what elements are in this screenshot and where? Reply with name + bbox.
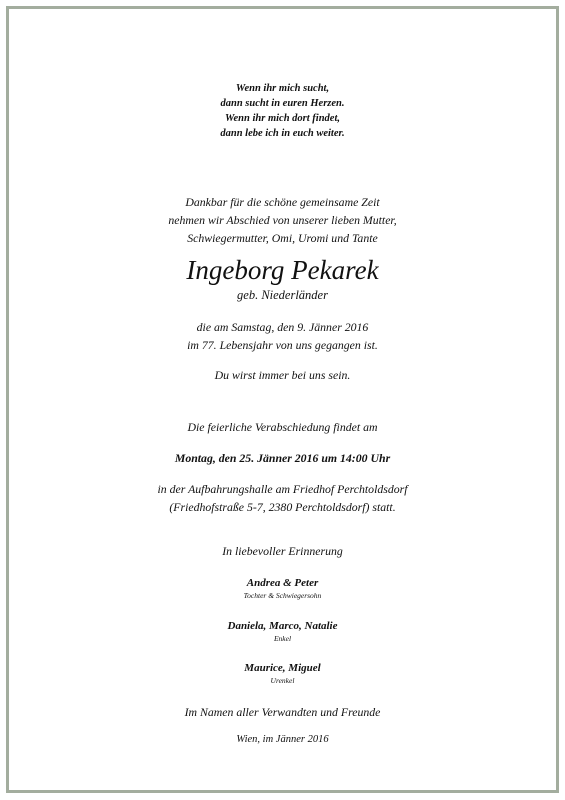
poem-line: dann sucht in euren Herzen.	[220, 98, 345, 109]
location-line: in der Aufbahrungshalle am Friedhof Perchtoldsdorf	[157, 482, 408, 496]
mourner-relation: Tochter & Schwiegersohn	[243, 591, 322, 600]
poem-line: Wenn ihr mich dort findet,	[224, 113, 341, 124]
ceremony-date: Montag, den 25. Jänner 2016 um 14:00 Uhr	[174, 451, 391, 465]
intro-text	[0, 193, 565, 247]
poem	[0, 81, 565, 141]
death-info	[0, 318, 565, 354]
intro-line: Schwiegermutter, Omi, Uromi und Tante	[187, 231, 378, 245]
death-info-line: im 77. Lebensjahr von uns gegangen ist.	[187, 338, 378, 352]
mourner-group	[0, 661, 565, 686]
mourner-group	[0, 576, 565, 601]
memory-text: In liebevoller Erinnerung	[222, 544, 343, 558]
ceremony-location	[0, 480, 565, 516]
mourner-relation: Enkel	[273, 634, 292, 643]
mourner-names: Andrea & Peter	[246, 577, 319, 589]
motto: Du wirst immer bei uns sein.	[214, 368, 351, 382]
maiden-name: geb. Niederländer	[237, 288, 328, 302]
relatives-text: Im Namen aller Verwandten und Freunde	[184, 705, 381, 719]
mourner-names: Maurice, Miguel	[244, 662, 321, 674]
poem-line: dann lebe ich in euch weiter.	[220, 128, 345, 139]
mourner-names: Daniela, Marco, Natalie	[227, 620, 338, 632]
intro-line: nehmen wir Abschied von unserer lieben Mutter,	[168, 213, 397, 227]
location-line: (Friedhofstraße 5-7, 2380 Perchtoldsdorf) statt.	[169, 500, 396, 514]
poem-line: Wenn ihr mich sucht,	[235, 83, 330, 94]
place-date: Wien, im Jänner 2016	[236, 734, 329, 745]
deceased-name: Ingeborg Pekarek	[186, 255, 379, 285]
death-info-line: die am Samstag, den 9. Jänner 2016	[196, 320, 369, 334]
intro-line: Dankbar für die schöne gemeinsame Zeit	[185, 195, 380, 209]
ceremony-intro: Die feierliche Verabschiedung findet am	[187, 420, 378, 434]
mourner-relation: Urenkel	[270, 676, 295, 685]
mourner-group	[0, 619, 565, 644]
